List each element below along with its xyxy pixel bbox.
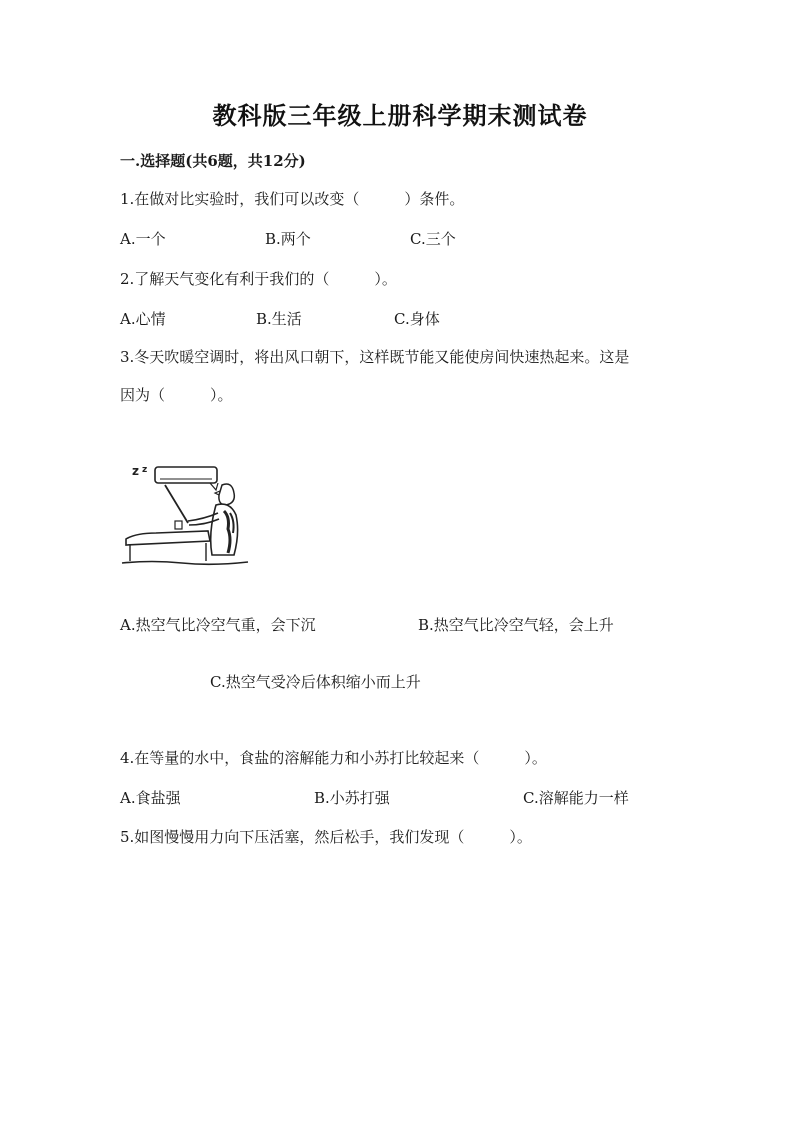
question-3-option-a: A.热空气比冷空气重，会下沉 — [120, 616, 316, 634]
section-heading: 一.选择题(共6题，共12分) — [120, 152, 306, 170]
question-3-option-c: C.热空气受冷后体积缩小而上升 — [210, 673, 421, 691]
question-4-option-c: C.溶解能力一样 — [523, 789, 629, 807]
svg-text:z: z — [142, 465, 148, 475]
question-2-option-b: B.生活 — [256, 310, 302, 328]
question-2-option-c: C.身体 — [394, 310, 440, 328]
question-1-option-a: A.一个 — [120, 230, 166, 248]
question-3-stem-line-1: 3.冬天吹暖空调时，将出风口朝下，这样既节能又能使房间快速热起来。这是 — [120, 348, 630, 366]
question-4-option-b: B.小苏打强 — [314, 789, 390, 807]
question-4-option-a: A.食盐强 — [120, 789, 181, 807]
air-conditioner-illustration — [120, 455, 250, 570]
question-3-stem-line-2: 因为（ ）。 — [120, 386, 233, 404]
question-1-option-c: C.三个 — [410, 230, 456, 248]
exam-title: 教科版三年级上册科学期末测试卷 — [212, 101, 588, 130]
question-4-stem: 4.在等量的水中，食盐的溶解能力和小苏打比较起来（ ）。 — [120, 749, 547, 767]
question-5-stem: 5.如图慢慢用力向下压活塞，然后松手，我们发现（ ）。 — [120, 828, 532, 846]
question-1-stem: 1.在做对比实验时，我们可以改变（ ）条件。 — [120, 190, 465, 208]
question-3-option-b: B.热空气比冷空气轻，会上升 — [418, 616, 614, 634]
question-1-option-b: B.两个 — [265, 230, 311, 248]
svg-text:z: z — [132, 464, 139, 478]
question-2-stem: 2.了解天气变化有利于我们的（ ）。 — [120, 270, 397, 288]
question-2-option-a: A.心情 — [120, 310, 166, 328]
